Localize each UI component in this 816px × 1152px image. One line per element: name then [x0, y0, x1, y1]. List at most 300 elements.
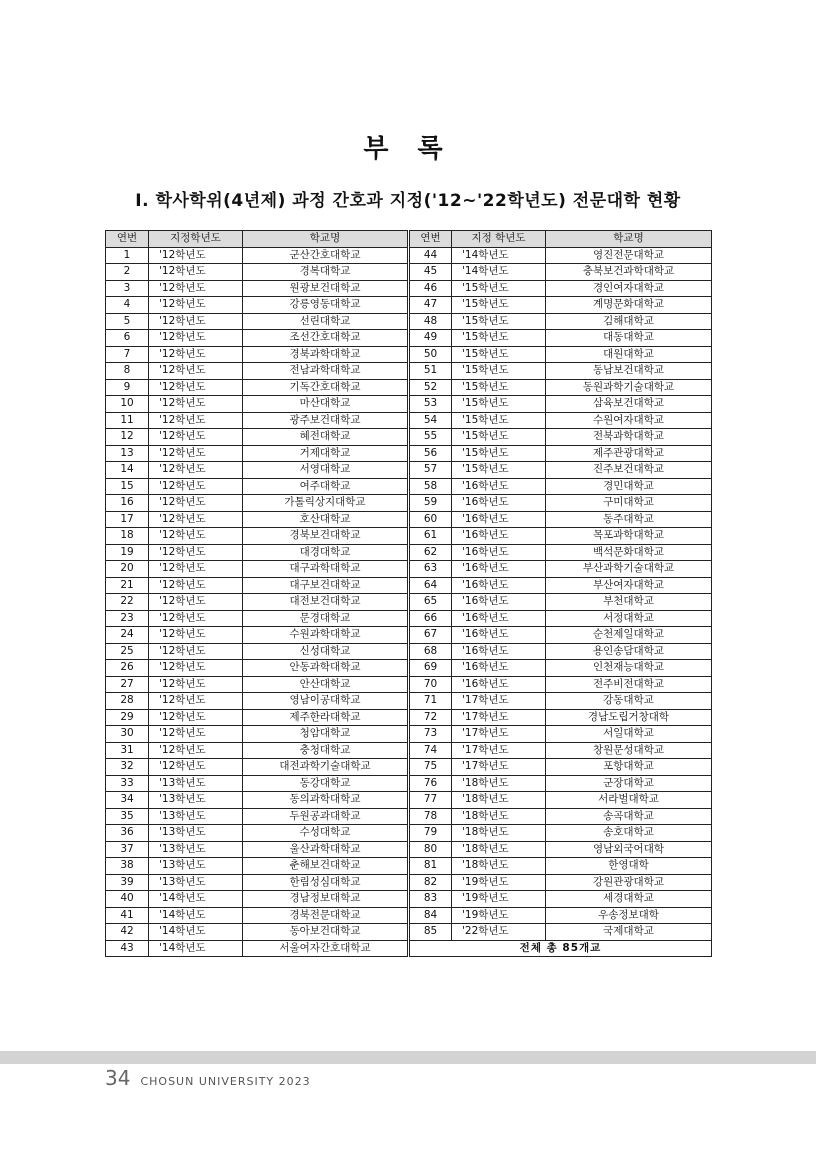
designation-year: '16학년도 — [452, 643, 546, 660]
school-name: 제주관광대학교 — [546, 445, 712, 462]
school-name: 수원여자대학교 — [546, 412, 712, 429]
designation-year: '14학년도 — [149, 940, 243, 957]
designation-year: '12학년도 — [149, 742, 243, 759]
designation-year: '17학년도 — [452, 759, 546, 776]
table-row — [106, 924, 712, 941]
school-name: 인천재능대학교 — [546, 660, 712, 677]
designation-year: '12학년도 — [149, 264, 243, 281]
designation-year: '13학년도 — [149, 858, 243, 875]
table-row — [106, 445, 712, 462]
row-number: 4 — [106, 297, 149, 314]
header-school-right: 학교명 — [546, 231, 712, 248]
school-name: 충북보건과학대학교 — [546, 264, 712, 281]
table-row — [106, 379, 712, 396]
table-row — [106, 825, 712, 842]
school-name: 계명문화대학교 — [546, 297, 712, 314]
designation-year: '15학년도 — [452, 297, 546, 314]
school-name: 군산간호대학교 — [243, 247, 409, 264]
school-name: 대원대학교 — [546, 346, 712, 363]
row-number: 5 — [106, 313, 149, 330]
school-name: 한영대학 — [546, 858, 712, 875]
designation-year: '16학년도 — [452, 676, 546, 693]
row-number: 9 — [106, 379, 149, 396]
designation-year: '12학년도 — [149, 363, 243, 380]
designation-year: '15학년도 — [452, 313, 546, 330]
designation-year: '16학년도 — [452, 495, 546, 512]
row-number: 45 — [409, 264, 452, 281]
header-year-left: 지정학년도 — [149, 231, 243, 248]
page-number: 34 — [105, 1066, 131, 1090]
designation-year: '12학년도 — [149, 528, 243, 545]
total-count: 전체 총 85개교 — [409, 940, 712, 957]
table-row — [106, 528, 712, 545]
designation-year: '22학년도 — [452, 924, 546, 941]
row-number: 43 — [106, 940, 149, 957]
school-name: 대전과학기술대학교 — [243, 759, 409, 776]
row-number: 54 — [409, 412, 452, 429]
designation-year: '15학년도 — [452, 429, 546, 446]
school-name: 선린대학교 — [243, 313, 409, 330]
school-name: 전북과학대학교 — [546, 429, 712, 446]
row-number: 7 — [106, 346, 149, 363]
row-number: 25 — [106, 643, 149, 660]
school-name: 우송정보대학 — [546, 907, 712, 924]
designation-year: '12학년도 — [149, 660, 243, 677]
table-row — [106, 627, 712, 644]
table-row — [106, 561, 712, 578]
table-row — [106, 412, 712, 429]
school-name: 여주대학교 — [243, 478, 409, 495]
row-number: 29 — [106, 709, 149, 726]
designation-year: '12학년도 — [149, 561, 243, 578]
designation-year: '16학년도 — [452, 627, 546, 644]
table-row — [106, 544, 712, 561]
school-name: 전남과학대학교 — [243, 363, 409, 380]
school-name: 동주대학교 — [546, 511, 712, 528]
school-name: 경민대학교 — [546, 478, 712, 495]
row-number: 8 — [106, 363, 149, 380]
designation-year: '15학년도 — [452, 462, 546, 479]
designation-year: '17학년도 — [452, 709, 546, 726]
designation-year: '16학년도 — [452, 511, 546, 528]
designation-year: '16학년도 — [452, 561, 546, 578]
row-number: 77 — [409, 792, 452, 809]
school-name: 목포과학대학교 — [546, 528, 712, 545]
school-name: 송곡대학교 — [546, 808, 712, 825]
designation-year: '12학년도 — [149, 429, 243, 446]
designation-year: '14학년도 — [452, 264, 546, 281]
footer-divider-bar — [0, 1051, 816, 1064]
designation-year: '13학년도 — [149, 874, 243, 891]
section-heading: Ⅰ. 학사학위(4년제) 과정 간호과 지정('12~'22학년도) 전문대학 현황 — [135, 191, 681, 211]
school-name: 진주보건대학교 — [546, 462, 712, 479]
school-name: 충청대학교 — [243, 742, 409, 759]
designation-year: '15학년도 — [452, 363, 546, 380]
row-number: 6 — [106, 330, 149, 347]
row-number: 39 — [106, 874, 149, 891]
school-name: 울산과학대학교 — [243, 841, 409, 858]
school-name: 경남도립거창대학 — [546, 709, 712, 726]
designation-year: '13학년도 — [149, 808, 243, 825]
designation-year: '17학년도 — [452, 726, 546, 743]
row-number: 78 — [409, 808, 452, 825]
designation-year: '16학년도 — [452, 528, 546, 545]
row-number: 59 — [409, 495, 452, 512]
table-row — [106, 775, 712, 792]
designation-year: '12학년도 — [149, 247, 243, 264]
school-name: 부산과학기술대학교 — [546, 561, 712, 578]
school-name: 안산대학교 — [243, 676, 409, 693]
table-row — [106, 841, 712, 858]
table-row — [106, 346, 712, 363]
designation-year: '12학년도 — [149, 759, 243, 776]
designation-year: '12학년도 — [149, 610, 243, 627]
designation-year: '13학년도 — [149, 825, 243, 842]
row-number: 76 — [409, 775, 452, 792]
row-number: 2 — [106, 264, 149, 281]
table-row — [106, 940, 712, 957]
designation-year: '13학년도 — [149, 775, 243, 792]
designation-year: '15학년도 — [452, 445, 546, 462]
row-number: 26 — [106, 660, 149, 677]
row-number: 48 — [409, 313, 452, 330]
school-name: 기독간호대학교 — [243, 379, 409, 396]
school-name: 한림성심대학교 — [243, 874, 409, 891]
school-name: 두원공과대학교 — [243, 808, 409, 825]
school-name: 구미대학교 — [546, 495, 712, 512]
school-name: 대구보건대학교 — [243, 577, 409, 594]
school-name: 신성대학교 — [243, 643, 409, 660]
row-number: 61 — [409, 528, 452, 545]
school-name: 송호대학교 — [546, 825, 712, 842]
designation-year: '19학년도 — [452, 891, 546, 908]
school-name: 강동대학교 — [546, 693, 712, 710]
school-name: 서일대학교 — [546, 726, 712, 743]
table-row — [106, 709, 712, 726]
designation-year: '12학년도 — [149, 643, 243, 660]
table-row — [106, 792, 712, 809]
school-name: 경북전문대학교 — [243, 907, 409, 924]
school-name: 서라벌대학교 — [546, 792, 712, 809]
row-number: 24 — [106, 627, 149, 644]
table-row — [106, 891, 712, 908]
designation-year: '14학년도 — [452, 247, 546, 264]
school-name: 순천제일대학교 — [546, 627, 712, 644]
school-name: 김해대학교 — [546, 313, 712, 330]
designation-year: '19학년도 — [452, 874, 546, 891]
school-name: 영남이공대학교 — [243, 693, 409, 710]
row-number: 74 — [409, 742, 452, 759]
row-number: 79 — [409, 825, 452, 842]
table-row — [106, 858, 712, 875]
table-row — [106, 330, 712, 347]
school-name: 조선간호대학교 — [243, 330, 409, 347]
designation-year: '16학년도 — [452, 544, 546, 561]
row-number: 20 — [106, 561, 149, 578]
table-row — [106, 511, 712, 528]
designation-year: '17학년도 — [452, 693, 546, 710]
designation-year: '12학년도 — [149, 412, 243, 429]
designation-year: '12학년도 — [149, 313, 243, 330]
row-number: 82 — [409, 874, 452, 891]
designation-year: '15학년도 — [452, 346, 546, 363]
school-name: 수원과학대학교 — [243, 627, 409, 644]
row-number: 68 — [409, 643, 452, 660]
table-body — [106, 247, 712, 957]
designation-year: '13학년도 — [149, 792, 243, 809]
table-row — [106, 643, 712, 660]
row-number: 71 — [409, 693, 452, 710]
designation-year: '17학년도 — [452, 742, 546, 759]
school-name: 군장대학교 — [546, 775, 712, 792]
designation-year: '16학년도 — [452, 660, 546, 677]
school-name: 경인여자대학교 — [546, 280, 712, 297]
row-number: 80 — [409, 841, 452, 858]
school-name: 거제대학교 — [243, 445, 409, 462]
school-name: 영남외국어대학 — [546, 841, 712, 858]
school-name: 동남보건대학교 — [546, 363, 712, 380]
table-row — [106, 660, 712, 677]
school-name: 국제대학교 — [546, 924, 712, 941]
table-row — [106, 693, 712, 710]
row-number: 56 — [409, 445, 452, 462]
header-no-right: 연번 — [409, 231, 452, 248]
school-name: 안동과학대학교 — [243, 660, 409, 677]
row-number: 41 — [106, 907, 149, 924]
designation-year: '14학년도 — [149, 891, 243, 908]
school-name: 마산대학교 — [243, 396, 409, 413]
designation-year: '18학년도 — [452, 825, 546, 842]
school-name: 세경대학교 — [546, 891, 712, 908]
school-name: 창원문성대학교 — [546, 742, 712, 759]
table-header-row — [106, 231, 712, 248]
table-row — [106, 396, 712, 413]
row-number: 33 — [106, 775, 149, 792]
designation-year: '12학년도 — [149, 495, 243, 512]
row-number: 15 — [106, 478, 149, 495]
row-number: 55 — [409, 429, 452, 446]
table-row — [106, 363, 712, 380]
designation-year: '15학년도 — [452, 280, 546, 297]
footer-publication: CHOSUN UNIVERSITY 2023 — [140, 1075, 311, 1088]
row-number: 23 — [106, 610, 149, 627]
designation-table-wrapper — [105, 230, 711, 957]
row-number: 12 — [106, 429, 149, 446]
row-number: 21 — [106, 577, 149, 594]
row-number: 18 — [106, 528, 149, 545]
row-number: 73 — [409, 726, 452, 743]
school-name: 전주비전대학교 — [546, 676, 712, 693]
designation-year: '12학년도 — [149, 478, 243, 495]
header-school-left: 학교명 — [243, 231, 409, 248]
table-row — [106, 676, 712, 693]
table-row — [106, 478, 712, 495]
designation-year: '14학년도 — [149, 907, 243, 924]
table-row — [106, 429, 712, 446]
designation-year: '12학년도 — [149, 627, 243, 644]
table-row — [106, 297, 712, 314]
school-name: 삼육보건대학교 — [546, 396, 712, 413]
school-name: 호산대학교 — [243, 511, 409, 528]
table-row — [106, 610, 712, 627]
row-number: 35 — [106, 808, 149, 825]
designation-year: '16학년도 — [452, 610, 546, 627]
school-name: 강원관광대학교 — [546, 874, 712, 891]
school-name: 수성대학교 — [243, 825, 409, 842]
row-number: 10 — [106, 396, 149, 413]
school-name: 경복대학교 — [243, 264, 409, 281]
table-row — [106, 247, 712, 264]
row-number: 81 — [409, 858, 452, 875]
table-row — [106, 313, 712, 330]
table-row — [106, 462, 712, 479]
row-number: 70 — [409, 676, 452, 693]
row-number: 67 — [409, 627, 452, 644]
school-name: 서정대학교 — [546, 610, 712, 627]
school-name: 영진전문대학교 — [546, 247, 712, 264]
row-number: 47 — [409, 297, 452, 314]
table-row — [106, 907, 712, 924]
school-name: 동원과학기술대학교 — [546, 379, 712, 396]
designation-year: '12학년도 — [149, 577, 243, 594]
school-name: 동의과학대학교 — [243, 792, 409, 809]
row-number: 34 — [106, 792, 149, 809]
row-number: 66 — [409, 610, 452, 627]
row-number: 60 — [409, 511, 452, 528]
designation-year: '15학년도 — [452, 396, 546, 413]
school-name: 용인송담대학교 — [546, 643, 712, 660]
row-number: 38 — [106, 858, 149, 875]
school-name: 춘해보건대학교 — [243, 858, 409, 875]
row-number: 50 — [409, 346, 452, 363]
row-number: 51 — [409, 363, 452, 380]
designation-year: '12학년도 — [149, 511, 243, 528]
row-number: 3 — [106, 280, 149, 297]
row-number: 72 — [409, 709, 452, 726]
row-number: 62 — [409, 544, 452, 561]
school-name: 포항대학교 — [546, 759, 712, 776]
designation-year: '12학년도 — [149, 379, 243, 396]
designation-year: '15학년도 — [452, 412, 546, 429]
designation-year: '12학년도 — [149, 330, 243, 347]
table-row — [106, 874, 712, 891]
designation-year: '12학년도 — [149, 709, 243, 726]
school-name: 강릉영동대학교 — [243, 297, 409, 314]
school-name: 대동대학교 — [546, 330, 712, 347]
school-name: 경북과학대학교 — [243, 346, 409, 363]
designation-year: '19학년도 — [452, 907, 546, 924]
designation-year: '12학년도 — [149, 346, 243, 363]
school-name: 청암대학교 — [243, 726, 409, 743]
designation-year: '18학년도 — [452, 808, 546, 825]
header-no-left: 연번 — [106, 231, 149, 248]
table-row — [106, 280, 712, 297]
school-name: 대경대학교 — [243, 544, 409, 561]
row-number: 46 — [409, 280, 452, 297]
row-number: 37 — [106, 841, 149, 858]
school-name: 부산여자대학교 — [546, 577, 712, 594]
school-name: 문경대학교 — [243, 610, 409, 627]
table-row — [106, 742, 712, 759]
row-number: 40 — [106, 891, 149, 908]
table-row — [106, 808, 712, 825]
row-number: 57 — [409, 462, 452, 479]
school-name: 경북보건대학교 — [243, 528, 409, 545]
row-number: 53 — [409, 396, 452, 413]
designation-year: '18학년도 — [452, 775, 546, 792]
row-number: 32 — [106, 759, 149, 776]
designation-year: '12학년도 — [149, 676, 243, 693]
row-number: 44 — [409, 247, 452, 264]
row-number: 19 — [106, 544, 149, 561]
designation-year: '13학년도 — [149, 841, 243, 858]
row-number: 85 — [409, 924, 452, 941]
header-year-right: 지정 학년도 — [452, 231, 546, 248]
row-number: 83 — [409, 891, 452, 908]
row-number: 1 — [106, 247, 149, 264]
school-name: 경남정보대학교 — [243, 891, 409, 908]
school-name: 광주보건대학교 — [243, 412, 409, 429]
table-row — [106, 495, 712, 512]
school-name: 서울여자간호대학교 — [243, 940, 409, 957]
row-number: 49 — [409, 330, 452, 347]
designation-year: '12학년도 — [149, 544, 243, 561]
designation-year: '12학년도 — [149, 445, 243, 462]
table-row — [106, 759, 712, 776]
row-number: 58 — [409, 478, 452, 495]
designation-year: '15학년도 — [452, 379, 546, 396]
school-name: 제주한라대학교 — [243, 709, 409, 726]
row-number: 75 — [409, 759, 452, 776]
designation-year: '12학년도 — [149, 462, 243, 479]
row-number: 14 — [106, 462, 149, 479]
school-name: 대구과학대학교 — [243, 561, 409, 578]
row-number: 42 — [106, 924, 149, 941]
table-row — [106, 264, 712, 281]
designation-year: '14학년도 — [149, 924, 243, 941]
appendix-title: 부 록 — [363, 134, 453, 164]
row-number: 84 — [409, 907, 452, 924]
row-number: 17 — [106, 511, 149, 528]
row-number: 36 — [106, 825, 149, 842]
row-number: 63 — [409, 561, 452, 578]
school-name: 혜전대학교 — [243, 429, 409, 446]
designation-year: '12학년도 — [149, 693, 243, 710]
table-row — [106, 594, 712, 611]
designation-year: '18학년도 — [452, 858, 546, 875]
designation-year: '16학년도 — [452, 594, 546, 611]
school-name: 동아보건대학교 — [243, 924, 409, 941]
designation-year: '16학년도 — [452, 478, 546, 495]
designation-year: '12학년도 — [149, 297, 243, 314]
designation-year: '16학년도 — [452, 577, 546, 594]
school-name: 서영대학교 — [243, 462, 409, 479]
school-name: 대전보건대학교 — [243, 594, 409, 611]
designation-year: '18학년도 — [452, 792, 546, 809]
row-number: 69 — [409, 660, 452, 677]
row-number: 28 — [106, 693, 149, 710]
row-number: 22 — [106, 594, 149, 611]
designation-year: '18학년도 — [452, 841, 546, 858]
school-name: 가톨릭상지대학교 — [243, 495, 409, 512]
designation-year: '12학년도 — [149, 726, 243, 743]
school-name: 백석문화대학교 — [546, 544, 712, 561]
designation-year: '12학년도 — [149, 280, 243, 297]
row-number: 31 — [106, 742, 149, 759]
school-name: 동강대학교 — [243, 775, 409, 792]
table-row — [106, 577, 712, 594]
row-number: 16 — [106, 495, 149, 512]
